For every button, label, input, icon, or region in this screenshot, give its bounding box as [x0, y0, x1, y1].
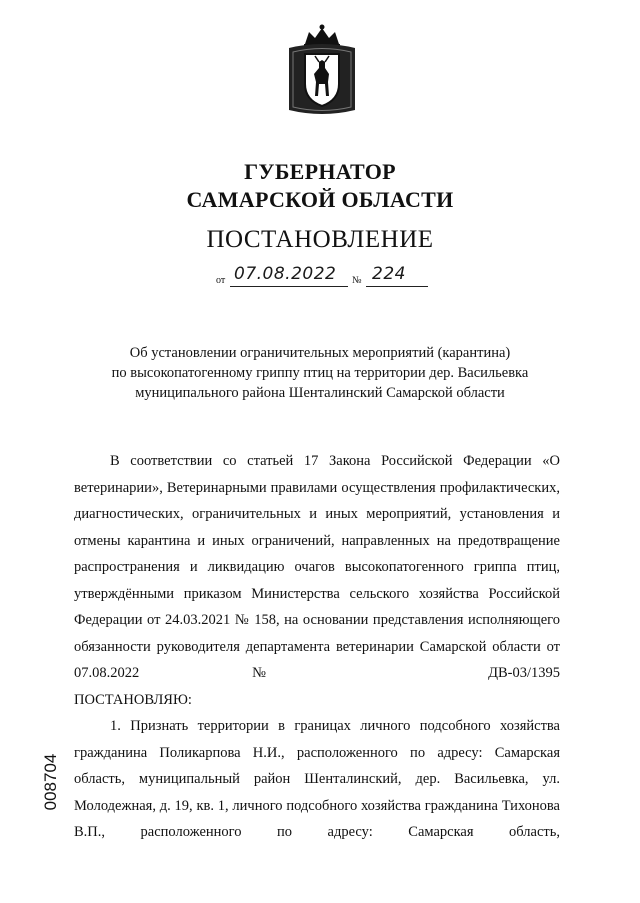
issuer-title-line1: ГУБЕРНАТОР	[244, 159, 396, 184]
date-handwritten: 07.08.2022	[234, 264, 337, 284]
number-handwritten: 224	[372, 264, 406, 284]
issuer-title-line2: САМАРСКОЙ ОБЛАСТИ	[186, 187, 454, 212]
document-type: ПОСТАНОВЛЕНИЕ	[206, 226, 434, 253]
document-body	[74, 448, 560, 846]
resolve-heading: ПОСТАНОВЛЯЮ:	[74, 691, 192, 708]
serial-number: 008704	[41, 753, 60, 811]
preamble-paragraph: В соответствии со статьей 17 Закона Российской Федерации «О ветеринарии», Ветеринарными правилами осуществления профилактических, диагностических, ограничительных и иных мероприятий, установления и отмены карантина и иных ограничений, направленных на предотвращение распространения и ликвидацию очагов высокопатогенного гриппа птиц, утверждёнными приказом Министерства сельского хозяйства Российской Федерации от 24.03.2021 № 158, на основании представления исполняющего обязанности руководителя департамента ветеринарии Самарской области от 07.08.2022 № ДВ-03/1395	[74, 453, 560, 681]
date-underline	[230, 286, 348, 287]
number-label: №	[352, 275, 362, 286]
samara-coat-of-arms-icon	[285, 22, 359, 116]
date-label: от	[216, 275, 226, 286]
serial-number-stamp	[34, 752, 68, 812]
subject-line: Об установлении ограничительных мероприятий (карантина)	[129, 345, 511, 361]
subject-line: по высокопатогенному гриппу птиц на территории дер. Васильевка	[111, 365, 529, 381]
number-underline	[366, 286, 428, 287]
date-number-line	[216, 264, 436, 290]
subject-line: муниципального района Шенталинский Самарской области	[135, 385, 505, 401]
clause-1-paragraph: 1. Признать территории в границах личного подсобного хозяйства гражданина Поликарпова Н.И., расположенного по адресу: Самарская область, муниципальный район Шенталинский, дер. Васильевка, ул. Молодежная, д. 19, кв. 1, личного подсобного хозяйства гражданина Тихонова В.П., расположенного по адресу: Самарская область,	[74, 718, 560, 840]
document-subject	[60, 343, 580, 403]
